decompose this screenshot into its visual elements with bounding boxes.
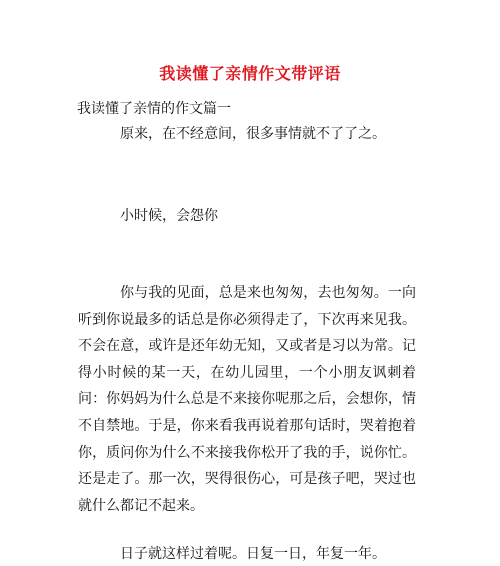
paragraph-4: 日子就这样过着呢。日复一日，年复一年。 xyxy=(120,546,386,562)
document-subtitle: 我读懂了亲情的作文篇一 xyxy=(77,101,231,117)
paragraph-3: 你与我的见面，总是来也匆匆，去也匆匆。一向听到你说最多的话总是你必须得走了，下次再来见我。不会在意，或许是还年幼无知，又或者是习以为常。记得小时候的某一天，在幼儿园里，一个小朋友讽刺着问：你妈妈为什么总是不来接你呢那之后，会想你，情不自禁地。于是，你来看我再说着那句话时，哭着抱着你，质问你为什么不来接我你松开了我的手，说你忙。还是走了。那一次，哭得很伤心，可是孩子吧，哭过也就什么都记不起来。 xyxy=(78,285,416,514)
document-title: 我读懂了亲情作文带评语 xyxy=(159,64,341,83)
paragraph-1: 原来，在不经意间，很多事情就不了了之。 xyxy=(120,126,386,142)
paragraph-2: 小时候，会怨你 xyxy=(120,208,218,224)
